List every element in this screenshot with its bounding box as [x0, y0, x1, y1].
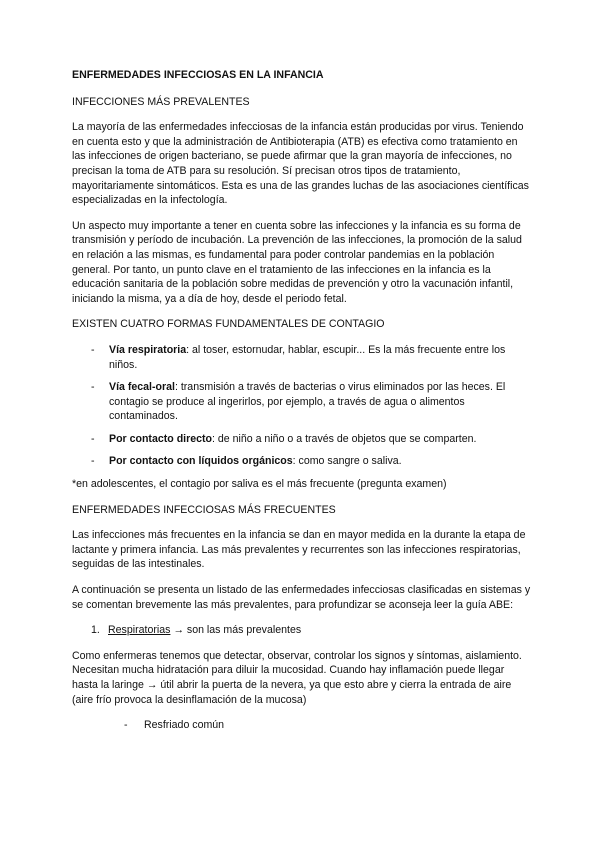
sub-item-text: Resfriado común — [144, 719, 225, 732]
item-number: 1. — [91, 624, 100, 637]
dash-bullet: - — [91, 381, 95, 394]
paragraph-viruses: La mayoría de las enfermedades infecciosas de la infancia están producidas por virus. Teniendo en cuenta esto y que la administración de Antibioterapia (ATB) es efectiva como tratamiento en las infecciones de origen bacteriano, se puede afirmar que la gran mayoría de infecciones, no precisan la toma de ATB para su resolución. Sí precisan otros tipos de tratamiento, mayoritariamente sintomáticos. Esta es una de las grandes luchas de las asociaciones científicas especializadas en la infectología. — [72, 121, 529, 207]
paragraph-transmission: Un aspecto muy importante a tener en cuenta sobre las infecciones y la infancia es su forma de transmisión y período de incubación. La prevención de las infecciones, la promoción de la salud en relación a las mismas, es fundamental para poder controlar pandemias en la población general. Por tanto, un punto clave en el tratamiento de las infecciones en la infancia es la educación sanitaria de la población sobre medidas de prevención y otro la vacunación infantil, iniciando la misma, ya a día de hoy, desde el periodo fetal. — [72, 219, 522, 305]
exam-note: *en adolescentes, el contagio por saliva es el más frecuente (pregunta examen) — [72, 478, 447, 491]
item-text: → son las más prevalentes — [170, 624, 302, 637]
dash-bullet: - — [124, 719, 128, 732]
item-text: : como sangre o saliva. — [292, 455, 402, 468]
contagion-list — [72, 343, 532, 469]
item-term: Vía respiratoria — [109, 343, 187, 356]
section-heading-prevalent: INFECCIONES MÁS PREVALENTES — [72, 95, 250, 108]
item-term: Por contacto directo — [109, 432, 213, 445]
item-label: Respiratorias — [108, 624, 171, 637]
dash-bullet: - — [91, 455, 95, 468]
list-item — [72, 432, 532, 447]
numbered-item-respiratory — [72, 623, 532, 638]
document-page — [72, 68, 532, 733]
list-item — [72, 380, 532, 424]
item-text: : al toser, estornudar, hablar, escupir... Es la más frecuente entre los niños. — [109, 343, 506, 371]
paragraph-frequent: Las infecciones más frecuentes en la infancia se dan en mayor medida en la durante la etapa de lactante y primera infancia. Las más prevalentes y recurrentes son las infecciones respiratorias, seguidas de las intestinales. — [72, 529, 526, 571]
section-heading-contagion: EXISTEN CUATRO FORMAS FUNDAMENTALES DE CONTAGIO — [72, 318, 385, 331]
dash-bullet: - — [91, 343, 95, 356]
item-term: Por contacto con líquidos orgánicos — [109, 455, 293, 468]
document-title: ENFERMEDADES INFECCIOSAS EN LA INFANCIA — [72, 69, 324, 81]
paragraph-list-intro: A continuación se presenta un listado de las enfermedades infecciosas clasificadas en sistemas y se comentan brevemente las más prevalentes, para profundizar se aconseja leer la guía ABE: — [72, 584, 531, 611]
dash-bullet: - — [91, 432, 95, 445]
paragraph-nursing: Como enfermeras tenemos que detectar, observar, controlar los signos y síntomas, aislamiento. Necesitan mucha hidratación para diluir la mucosidad. Cuando hay inflamación puede llegar hasta la laringe → útil abrir la puerta de la nevera, ya que esto abre y cierra la entrada de aire (aire frío provoca la desinflamación de la mucosa) — [72, 649, 522, 706]
item-term: Vía fecal-oral — [109, 381, 175, 394]
item-text: : transmisión a través de bacterias o virus eliminados por las heces. El contagio se produce al ingerirlos, por ejemplo, a través de agua o alimentos contaminados. — [109, 381, 506, 423]
list-item — [72, 343, 532, 372]
sub-list-item — [72, 718, 532, 733]
list-item — [72, 454, 532, 469]
section-heading-frequent: ENFERMEDADES INFECCIOSAS MÁS FRECUENTES — [72, 503, 336, 516]
item-text: : de niño a niño o a través de objetos que se comparten. — [212, 432, 477, 445]
